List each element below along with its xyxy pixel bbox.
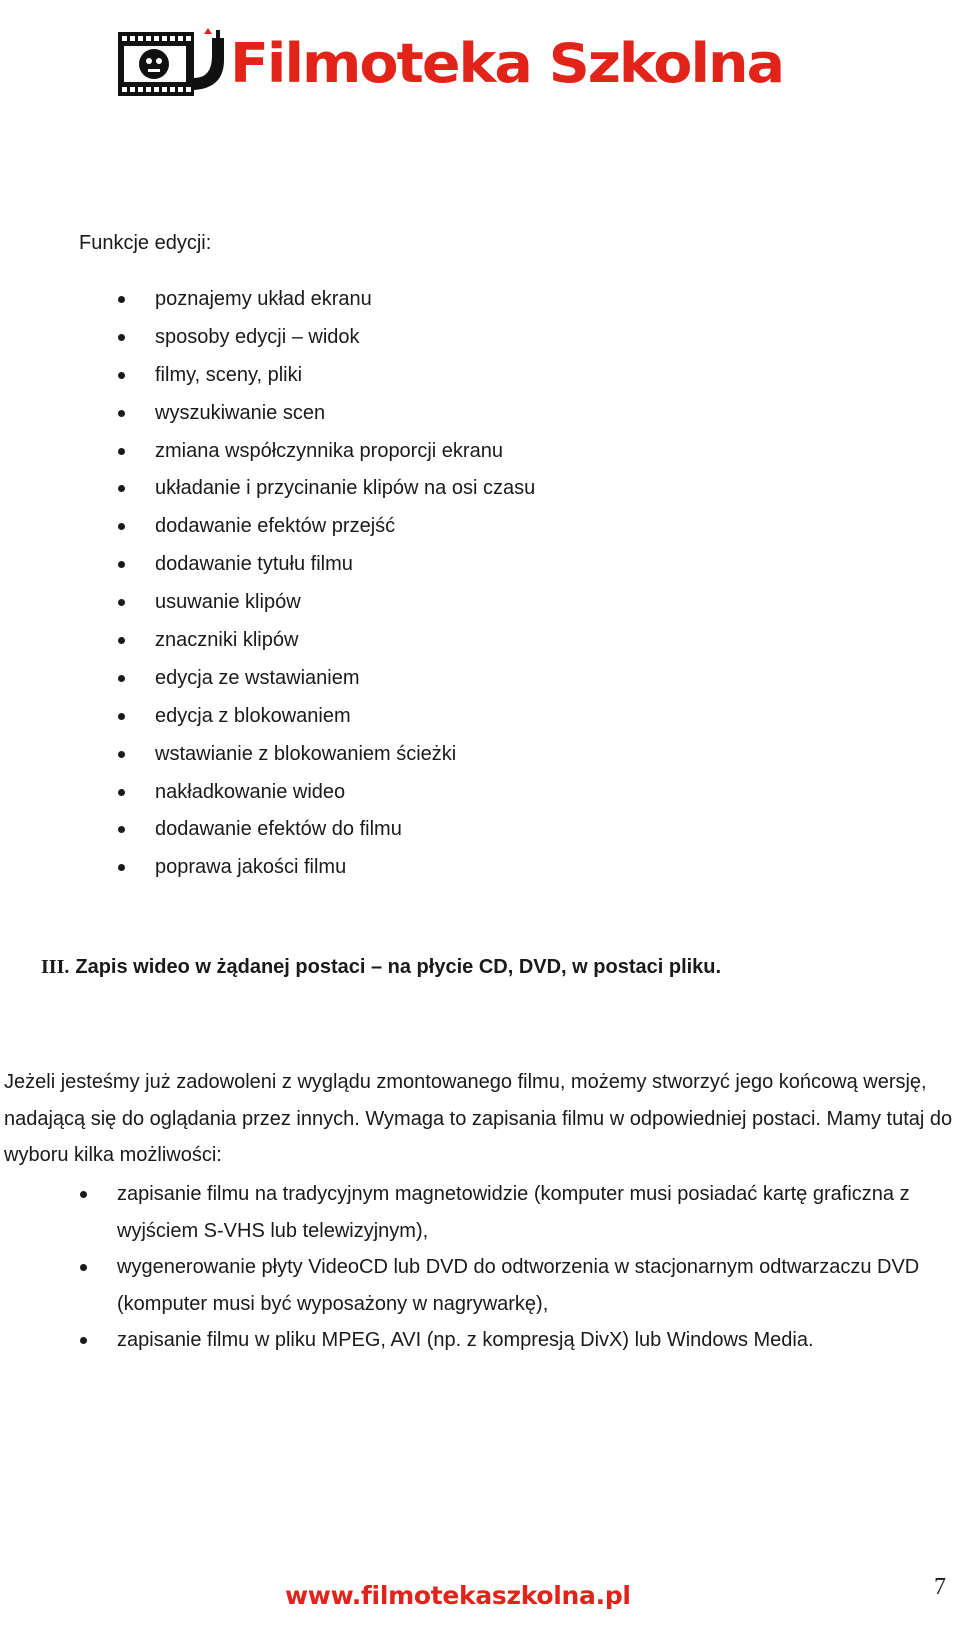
options-list [0,1176,960,1359]
bullet-icon [80,1191,87,1198]
bullet-icon [118,637,125,644]
list-item [0,476,535,514]
bullet-icon [118,864,125,871]
list-item-text: dodawanie efektów przejść [155,515,396,538]
list-item-text: edycja z blokowaniem [155,704,351,727]
bullet-icon [118,789,125,796]
list-item [0,855,535,893]
bullet-icon [118,523,125,530]
list-item-text: wyszukiwanie scen [155,401,326,424]
logo-text: Filmoteka Szkolna [230,32,784,95]
section-number: III. [41,956,70,978]
list-item-text: usuwanie klipów [155,591,301,614]
bullet-icon [80,1264,87,1271]
functions-list [0,287,535,893]
list-item-text: edycja ze wstawianiem [155,666,360,689]
list-item [0,325,535,363]
list-item [0,1322,960,1359]
list-item [0,666,535,704]
list-item-text: poznajemy układ ekranu [155,288,372,310]
list-item [0,780,535,818]
list-item [0,363,535,401]
bullet-icon [118,561,125,568]
page-number: 7 [934,1574,946,1600]
list-item-text: układanie i przycinanie klipów na osi czasu [155,477,536,500]
bullet-icon [80,1337,87,1344]
list-item-text: dodawanie tytułu filmu [155,553,353,576]
list-item-text: nakładkowanie wideo [155,780,346,803]
body-paragraph: Jeżeli jesteśmy już zadowoleni z wyglądu zmontowanego filmu, możemy stworzyć jego końcową wersję, nadającą się do oglądania przez innych. Wymaga to zapisania filmu w odpowiedniej postaci. Mamy tutaj do wyboru kilka możliwości: [4,1071,953,1166]
list-item [0,552,535,590]
list-item [0,742,535,780]
list-item-text: zmiana współczynnika proporcji ekranu [155,439,503,462]
bullet-icon [118,713,125,720]
list-item [0,287,535,325]
list-item-text: wstawianie z blokowaniem ścieżki [155,742,457,765]
list-item [0,817,535,855]
footer-website-link[interactable]: www.filmotekaszkolna.pl [285,1581,631,1610]
list-item-text: wygenerowanie płyty VideoCD lub DVD do odtworzenia w stacjonarnym odtwarzaczu DVD (komputer musi być wyposażony w nagrywarkę), [117,1256,920,1315]
list-item [0,439,535,477]
bullet-icon [118,675,125,682]
brand-logo [116,22,836,106]
list-item [0,704,535,742]
list-item [0,628,535,666]
list-item-text: zapisanie filmu na tradycyjnym magnetowidzie (komputer musi posiadać kartę graficzna z wyjściem S-VHS lub telewizyjnym), [117,1183,910,1242]
list-item-text: poprawa jakości filmu [155,856,347,879]
section-heading [41,956,721,979]
list-item [0,514,535,552]
bullet-icon [118,372,125,379]
section-heading-text: Zapis wideo w żądanej postaci – na płycie CD, DVD, w postaci pliku. [75,956,722,978]
section-intro: Funkcje edycji: [79,232,212,254]
bullet-icon [118,599,125,606]
list-item-text: sposoby edycji – widok [155,325,360,348]
bullet-icon [118,296,125,303]
bullet-icon [118,485,125,492]
list-item-text: znaczniki klipów [155,629,299,652]
film-projector-logo-icon [116,26,226,102]
bullet-icon [118,448,125,455]
list-item [0,401,535,439]
bullet-icon [118,826,125,833]
list-item-text: zapisanie filmu w pliku MPEG, AVI (np. z kompresją DivX) lub Windows Media. [117,1329,814,1351]
list-item-text: filmy, sceny, pliki [155,363,303,386]
list-item-text: dodawanie efektów do filmu [155,818,402,841]
list-item [0,590,535,628]
bullet-icon [118,410,125,417]
list-item [0,1176,960,1249]
bullet-icon [118,751,125,758]
list-item [0,1249,960,1322]
bullet-icon [118,334,125,341]
